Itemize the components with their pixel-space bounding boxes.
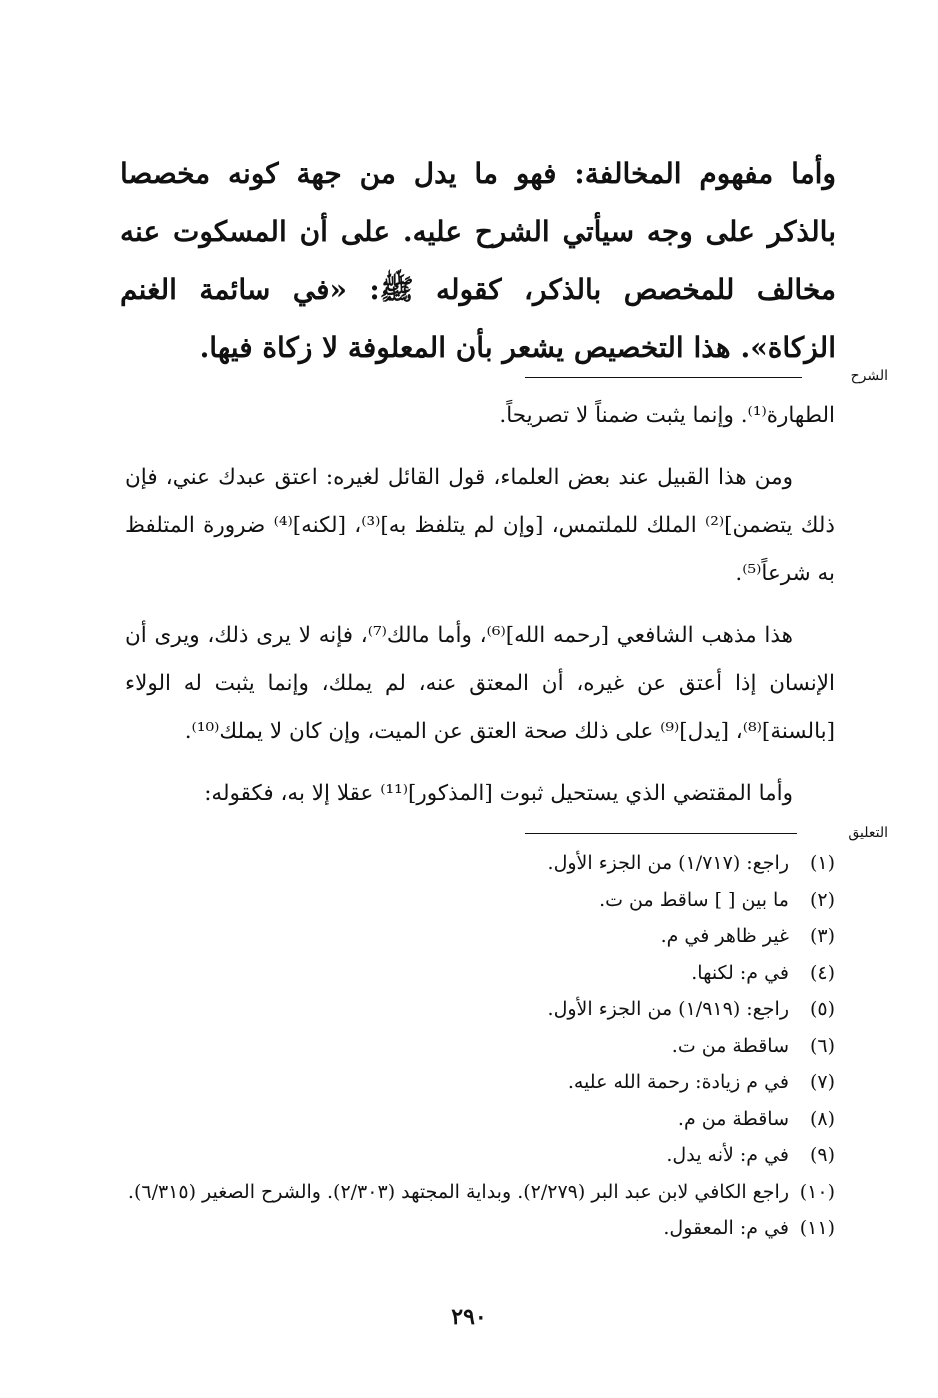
footnote-text: غير ظاهر في م. [660, 925, 789, 947]
footnote-item [125, 1028, 835, 1065]
footnote-item [125, 1137, 835, 1174]
footnote-number: (١١) [799, 1217, 835, 1239]
footnote-text: راجع: (١/٩١٩) من الجزء الأول. [547, 998, 789, 1020]
footnote-text: ساقطة من م. [677, 1107, 789, 1130]
footnotes-list [125, 845, 835, 1247]
main-text [120, 145, 836, 377]
footnote-item [125, 845, 835, 882]
footnote-number: (١) [809, 852, 835, 874]
footnote-number: (١٠) [799, 1180, 835, 1203]
commentary-paragraph: ومن هذا القبيل عند بعض العلماء، قول القائل لغيره: اعتق عبدك عني، فإن ذلك يتضمن]⁽²⁾ الملك للملتمس، [وإن لم يتلفظ به]⁽³⁾، [لكنه]⁽⁴⁾ ضرورة المتلفظ به شرعاً⁽⁵⁾. [125, 465, 835, 586]
footnote-item [125, 1174, 835, 1211]
page-number: ٢٩٠ [451, 1304, 487, 1330]
commentary-paragraph: هذا مذهب الشافعي [رحمه الله]⁽⁶⁾، وأما مالك⁽⁷⁾، فإنه لا يرى ذلك، ويرى أن الإنسان إذا أعتق عن غيره، أن المعتق عنه، لم يملك، وإنما يثبت له الولاء [بالسنة]⁽⁸⁾، [يدل]⁽⁹⁾ على ذلك صحة العتق عن الميت، وإن كان لا يملك⁽¹⁰⁾. [125, 623, 835, 744]
commentary-paragraph: وأما المقتضي الذي يستحيل ثبوت [المذكور]⁽¹¹⁾ عقلا إلا به، فكقوله: [204, 781, 793, 806]
footnote-text: في م: لكنها. [691, 961, 789, 984]
footnote-number: (٧) [809, 1071, 835, 1093]
footnote-item [125, 882, 835, 919]
footnote-text: ما بين [ ] ساقط من ت. [599, 888, 789, 911]
footnote-number: (٨) [809, 1107, 835, 1130]
footnote-text: راجع: (١/٧١٧) من الجزء الأول. [547, 852, 789, 874]
footnote-item [125, 1210, 835, 1247]
footnote-number: (٥) [809, 998, 835, 1020]
main-paragraph: وأما مفهوم المخالفة: فهو ما يدل من جهة كونه مخصصا بالذكر على وجه سيأتي الشرح عليه. على أن المسكوت عنه مخالف للمخصص بالذكر، كقوله ﷺ: «في سائمة الغنم الزكاة». هذا التخصيص يشعر بأن المعلوفة لا زكاة فيها. [120, 157, 836, 364]
footnote-text: ساقطة من ت. [671, 1034, 789, 1057]
commentary-section [125, 392, 835, 832]
footnote-item [125, 991, 835, 1028]
footnote-item [125, 1064, 835, 1101]
footnote-item [125, 1101, 835, 1138]
footnote-number: (٩) [809, 1144, 835, 1166]
footnote-item [125, 918, 835, 955]
notes-label: التعليق [848, 825, 888, 841]
footnote-text: في م: لأنه يدل. [666, 1144, 789, 1166]
notes-divider [525, 833, 797, 834]
footnote-number: (٦) [809, 1034, 835, 1057]
footnote-number: (٣) [809, 925, 835, 947]
footnote-text: في م زيادة: رحمة الله عليه. [567, 1071, 789, 1093]
commentary-divider [525, 377, 802, 378]
footnote-text: في م: المعقول. [663, 1217, 789, 1239]
commentary-paragraph: الطهارة⁽¹⁾. وإنما يثبت ضمناً لا تصريحاً. [499, 403, 835, 428]
commentary-label: الشرح [850, 368, 888, 384]
footnote-text: راجع الكافي لابن عبد البر (٢/٢٧٩). وبداية المجتهد (٢/٣٠٣). والشرح الصغير (٦/٣١٥). [127, 1180, 789, 1203]
footnote-number: (٤) [809, 961, 835, 984]
footnote-number: (٢) [809, 888, 835, 911]
footnote-item [125, 955, 835, 992]
